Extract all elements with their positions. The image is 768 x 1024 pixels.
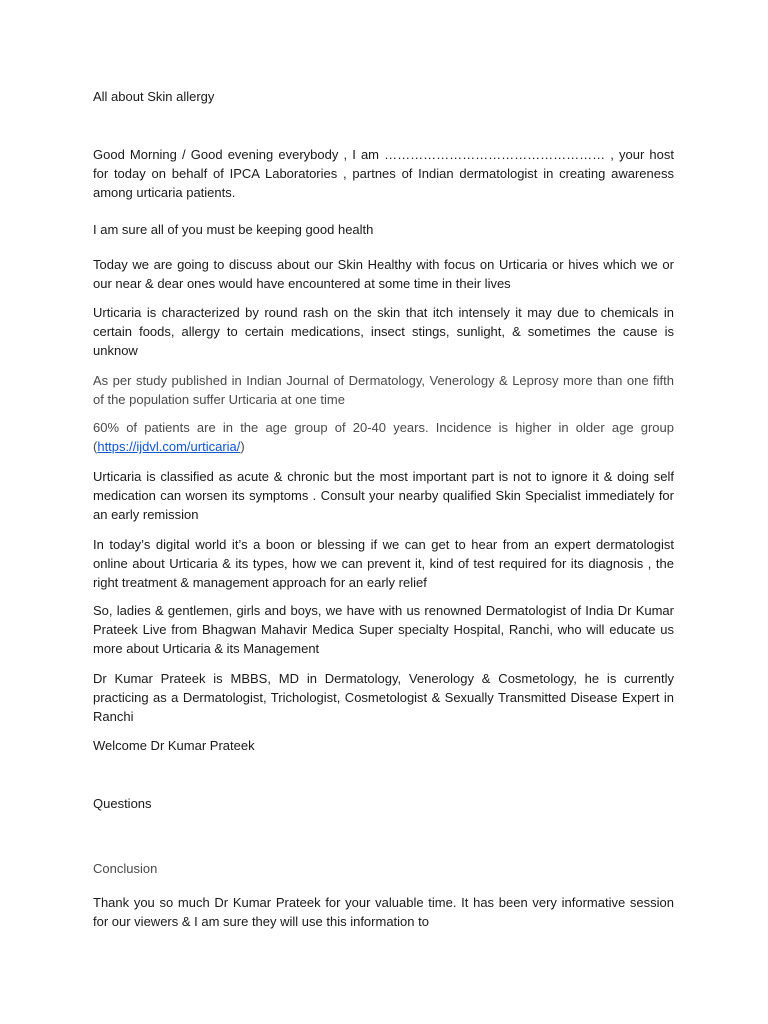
study-paragraph: As per study published in Indian Journal of Dermatology, Venerology & Leprosy more than one fifth of the population suffer Urticaria at one time — [93, 373, 674, 407]
intro-paragraph: Good Morning / Good evening everybody , I am …………………………………………… , your host for today on behalf of IPCA Laboratories , partnes of Indian dermatologist in creating awareness among urticaria patients. — [93, 147, 674, 200]
welcome-line: Welcome Dr Kumar Prateek — [93, 738, 255, 753]
ijdvl-link[interactable]: https://ijdvl.com/urticaria/ — [97, 439, 241, 454]
conclusion-heading: Conclusion — [93, 861, 158, 876]
document-title: All about Skin allergy — [93, 89, 215, 104]
age-group-text: 60% of patients are in the age group of 20-40 years. Incidence is higher in older age group ( — [93, 420, 674, 454]
age-group-paragraph — [93, 418, 674, 456]
thanks-paragraph: Thank you so much Dr Kumar Prateek for your valuable time. It has been very informative session for our viewers & I am sure they will use this information to — [93, 895, 674, 929]
age-group-close: ) — [240, 439, 245, 454]
topic-paragraph: Today we are going to discuss about our Skin Healthy with focus on Urticaria or hives which we or our near & dear ones would have encountered at some time in their lives — [93, 257, 674, 291]
classification-paragraph: Urticaria is classified as acute & chronic but the most important part is not to ignore it & doing self medication can worsen its symptoms . Consult your nearby qualified Skin Specialist immediately for an early remission — [93, 469, 674, 522]
introduction-guest-paragraph: So, ladies & gentlemen, girls and boys, we have with us renowned Dermatologist of India Dr Kumar Prateek Live from Bhagwan Mahavir Medica Super specialty Hospital, Ranchi, who will educate us more about Urticaria & its Management — [93, 603, 674, 656]
questions-heading: Questions — [93, 796, 152, 811]
digital-world-paragraph: In today’s digital world it’s a boon or blessing if we can get to hear from an expert dermatologist online about Urticaria & its types, how we can prevent it, kind of test required for its diagnosis , the right treatment & management approach for an early relief — [93, 537, 674, 590]
doctor-credentials-paragraph: Dr Kumar Prateek is MBBS, MD in Dermatology, Venerology & Cosmetology, he is currently practicing as a Dermatologist, Trichologist, Cosmetologist & Sexually Transmitted Disease Expert in Ranchi — [93, 671, 674, 724]
health-paragraph: I am sure all of you must be keeping good health — [93, 222, 374, 237]
urticaria-definition-paragraph: Urticaria is characterized by round rash on the skin that itch intensely it may due to chemicals in certain foods, allergy to certain medications, insect stings, sunlight, & sometimes the cause is unknow — [93, 305, 674, 358]
